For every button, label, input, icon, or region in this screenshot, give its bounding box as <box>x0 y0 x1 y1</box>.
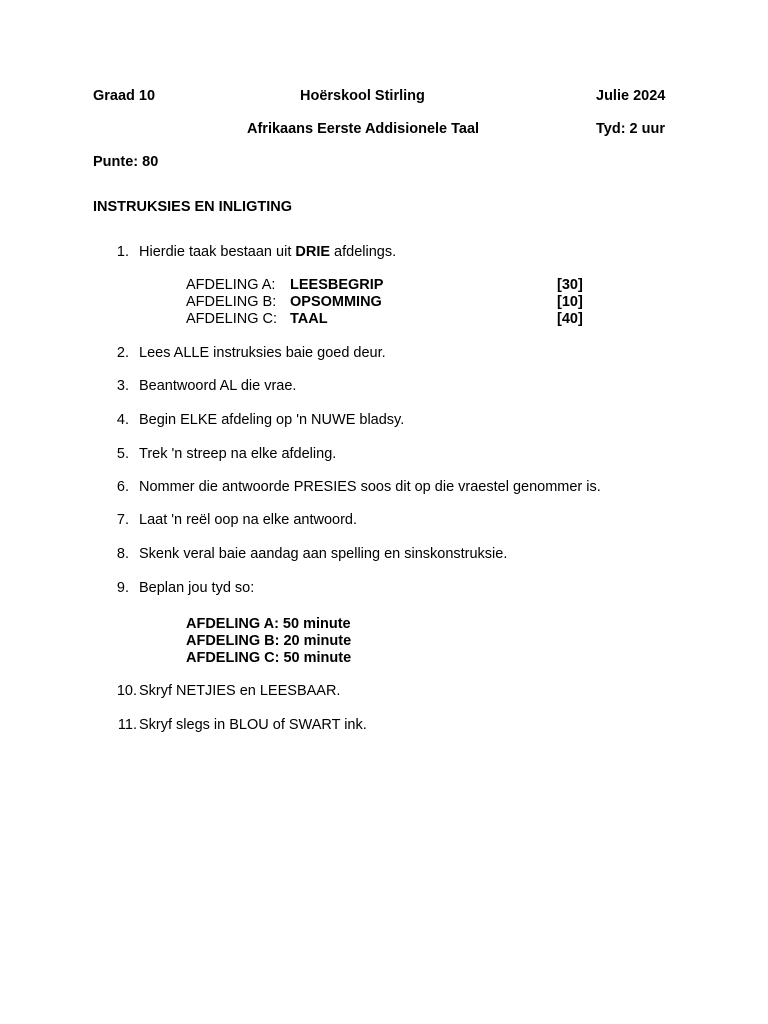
item-text-part: Hierdie taak bestaan uit <box>139 244 296 260</box>
time-plan-row: AFDELING B: 20 minute <box>186 633 352 649</box>
item-text-part: afdelings. <box>330 244 397 260</box>
item-number: 5. <box>116 446 129 462</box>
item-number: 7. <box>116 512 129 528</box>
total-marks: Punte: 80 <box>93 154 159 170</box>
item-number: 10. <box>116 683 137 699</box>
section-name: OPSOMMING <box>290 294 382 310</box>
exam-date: Julie 2024 <box>596 88 666 104</box>
item-text: Lees ALLE instruksies baie goed deur. <box>139 345 386 361</box>
item-text: Beantwoord AL die vrae. <box>139 378 297 394</box>
exam-duration: Tyd: 2 uur <box>596 121 666 137</box>
item-text: Trek 'n streep na elke afdeling. <box>139 446 337 462</box>
time-plan-row: AFDELING C: 50 minute <box>186 650 352 666</box>
item-number: 11. <box>117 717 137 733</box>
item-text: Skryf slegs in BLOU of SWART ink. <box>139 717 367 733</box>
item-text <box>139 244 396 260</box>
section-name: TAAL <box>290 311 328 327</box>
section-marks: [40] <box>557 311 583 327</box>
item-text: Nommer die antwoorde PRESIES soos dit op die vraestel genommer is. <box>139 479 601 495</box>
item-number: 1. <box>116 244 129 260</box>
item-number: 4. <box>116 412 129 428</box>
item-number: 8. <box>116 546 129 562</box>
subject-title: Afrikaans Eerste Addisionele Taal <box>247 121 480 137</box>
section-label: AFDELING A: <box>186 277 276 293</box>
section-label: AFDELING C: <box>186 311 278 327</box>
instructions-heading: INSTRUKSIES EN INLIGTING <box>93 199 292 215</box>
grade-label: Graad 10 <box>93 88 156 104</box>
item-number: 3. <box>116 378 129 394</box>
item-text-emphasis: DRIE <box>295 244 331 260</box>
school-name: Hoërskool Stirling <box>300 88 425 104</box>
section-marks: [30] <box>557 277 583 293</box>
item-text: Skryf NETJIES en LEESBAAR. <box>139 683 341 699</box>
time-plan-row: AFDELING A: 50 minute <box>186 616 351 632</box>
item-number: 9. <box>116 580 129 596</box>
item-number: 6. <box>116 479 129 495</box>
section-marks: [10] <box>557 294 583 310</box>
item-text: Skenk veral baie aandag aan spelling en sinskonstruksie. <box>139 546 508 562</box>
item-text: Laat 'n reël oop na elke antwoord. <box>139 512 358 528</box>
item-text: Beplan jou tyd so: <box>139 580 255 596</box>
item-text: Begin ELKE afdeling op 'n NUWE bladsy. <box>139 412 405 428</box>
item-number: 2. <box>116 345 129 361</box>
section-label: AFDELING B: <box>186 294 277 310</box>
section-name: LEESBEGRIP <box>290 277 384 293</box>
